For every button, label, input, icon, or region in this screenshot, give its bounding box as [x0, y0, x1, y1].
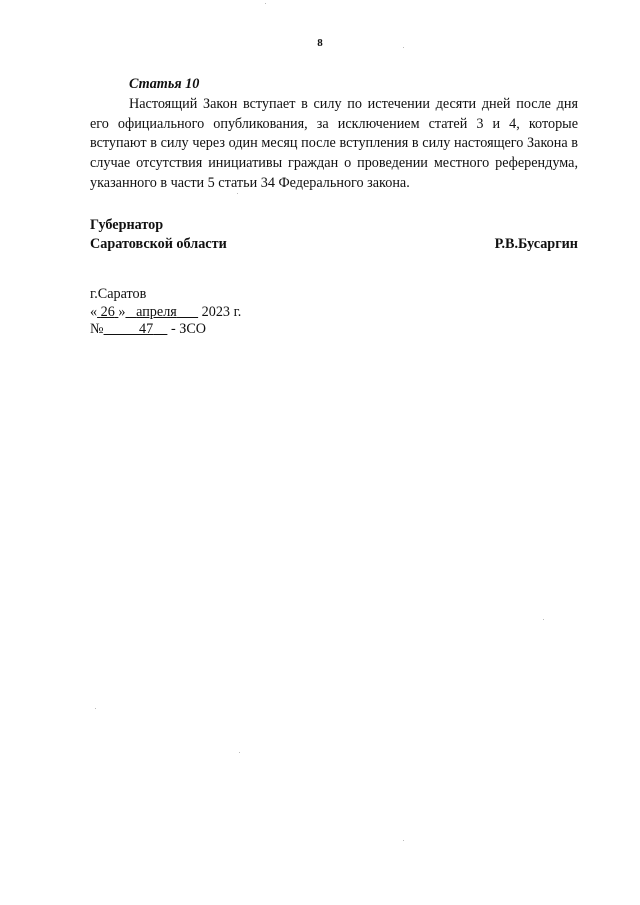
- signer-position-line2: Саратовской области: [90, 236, 227, 252]
- scan-speck: [403, 47, 404, 48]
- article-10: [90, 75, 578, 194]
- signer-position-line1: Губернатор: [90, 217, 164, 233]
- article-body: Настоящий Закон вступает в силу по истечении десяти дней после дня его официального опубликования, за исключением статей 3 и 4, которые вступают в силу через один месяц после вступления в силу настоящего Закона в случае отсутствия инициативы граждан о проведении местного референдума, указанного в части 5 статьи 34 Федерального закона.: [90, 95, 578, 191]
- scan-speck: [543, 619, 544, 620]
- article-title: Статья 10: [129, 76, 200, 92]
- signer-name: Р.В.Бусаргин: [494, 236, 578, 252]
- issue-date: [90, 304, 241, 322]
- issue-city: г.Саратов: [90, 286, 147, 302]
- signature-line: [90, 235, 578, 254]
- issue-month: апреля: [136, 303, 177, 320]
- issue-number: 47: [139, 321, 154, 337]
- scan-speck: [239, 752, 240, 753]
- scan-speck: [95, 708, 96, 709]
- scan-speck: [265, 3, 266, 4]
- page-number: 8: [317, 37, 323, 49]
- scan-speck: [403, 840, 404, 841]
- date-open-quote: «: [90, 303, 98, 320]
- issue-number-field: [104, 321, 168, 337]
- number-prefix: №: [90, 321, 104, 337]
- scan-speck: [237, 193, 238, 194]
- issue-day-field: [97, 304, 118, 320]
- issue-month-field: [125, 304, 198, 320]
- issue-year: 2023 г.: [201, 303, 242, 320]
- issue-details: [90, 286, 241, 339]
- issue-day: 26: [100, 303, 115, 320]
- date-close-quote: »: [118, 303, 126, 320]
- number-suffix: - ЗСО: [170, 321, 207, 337]
- signature-block: [90, 216, 578, 254]
- issue-number-line: [90, 321, 241, 339]
